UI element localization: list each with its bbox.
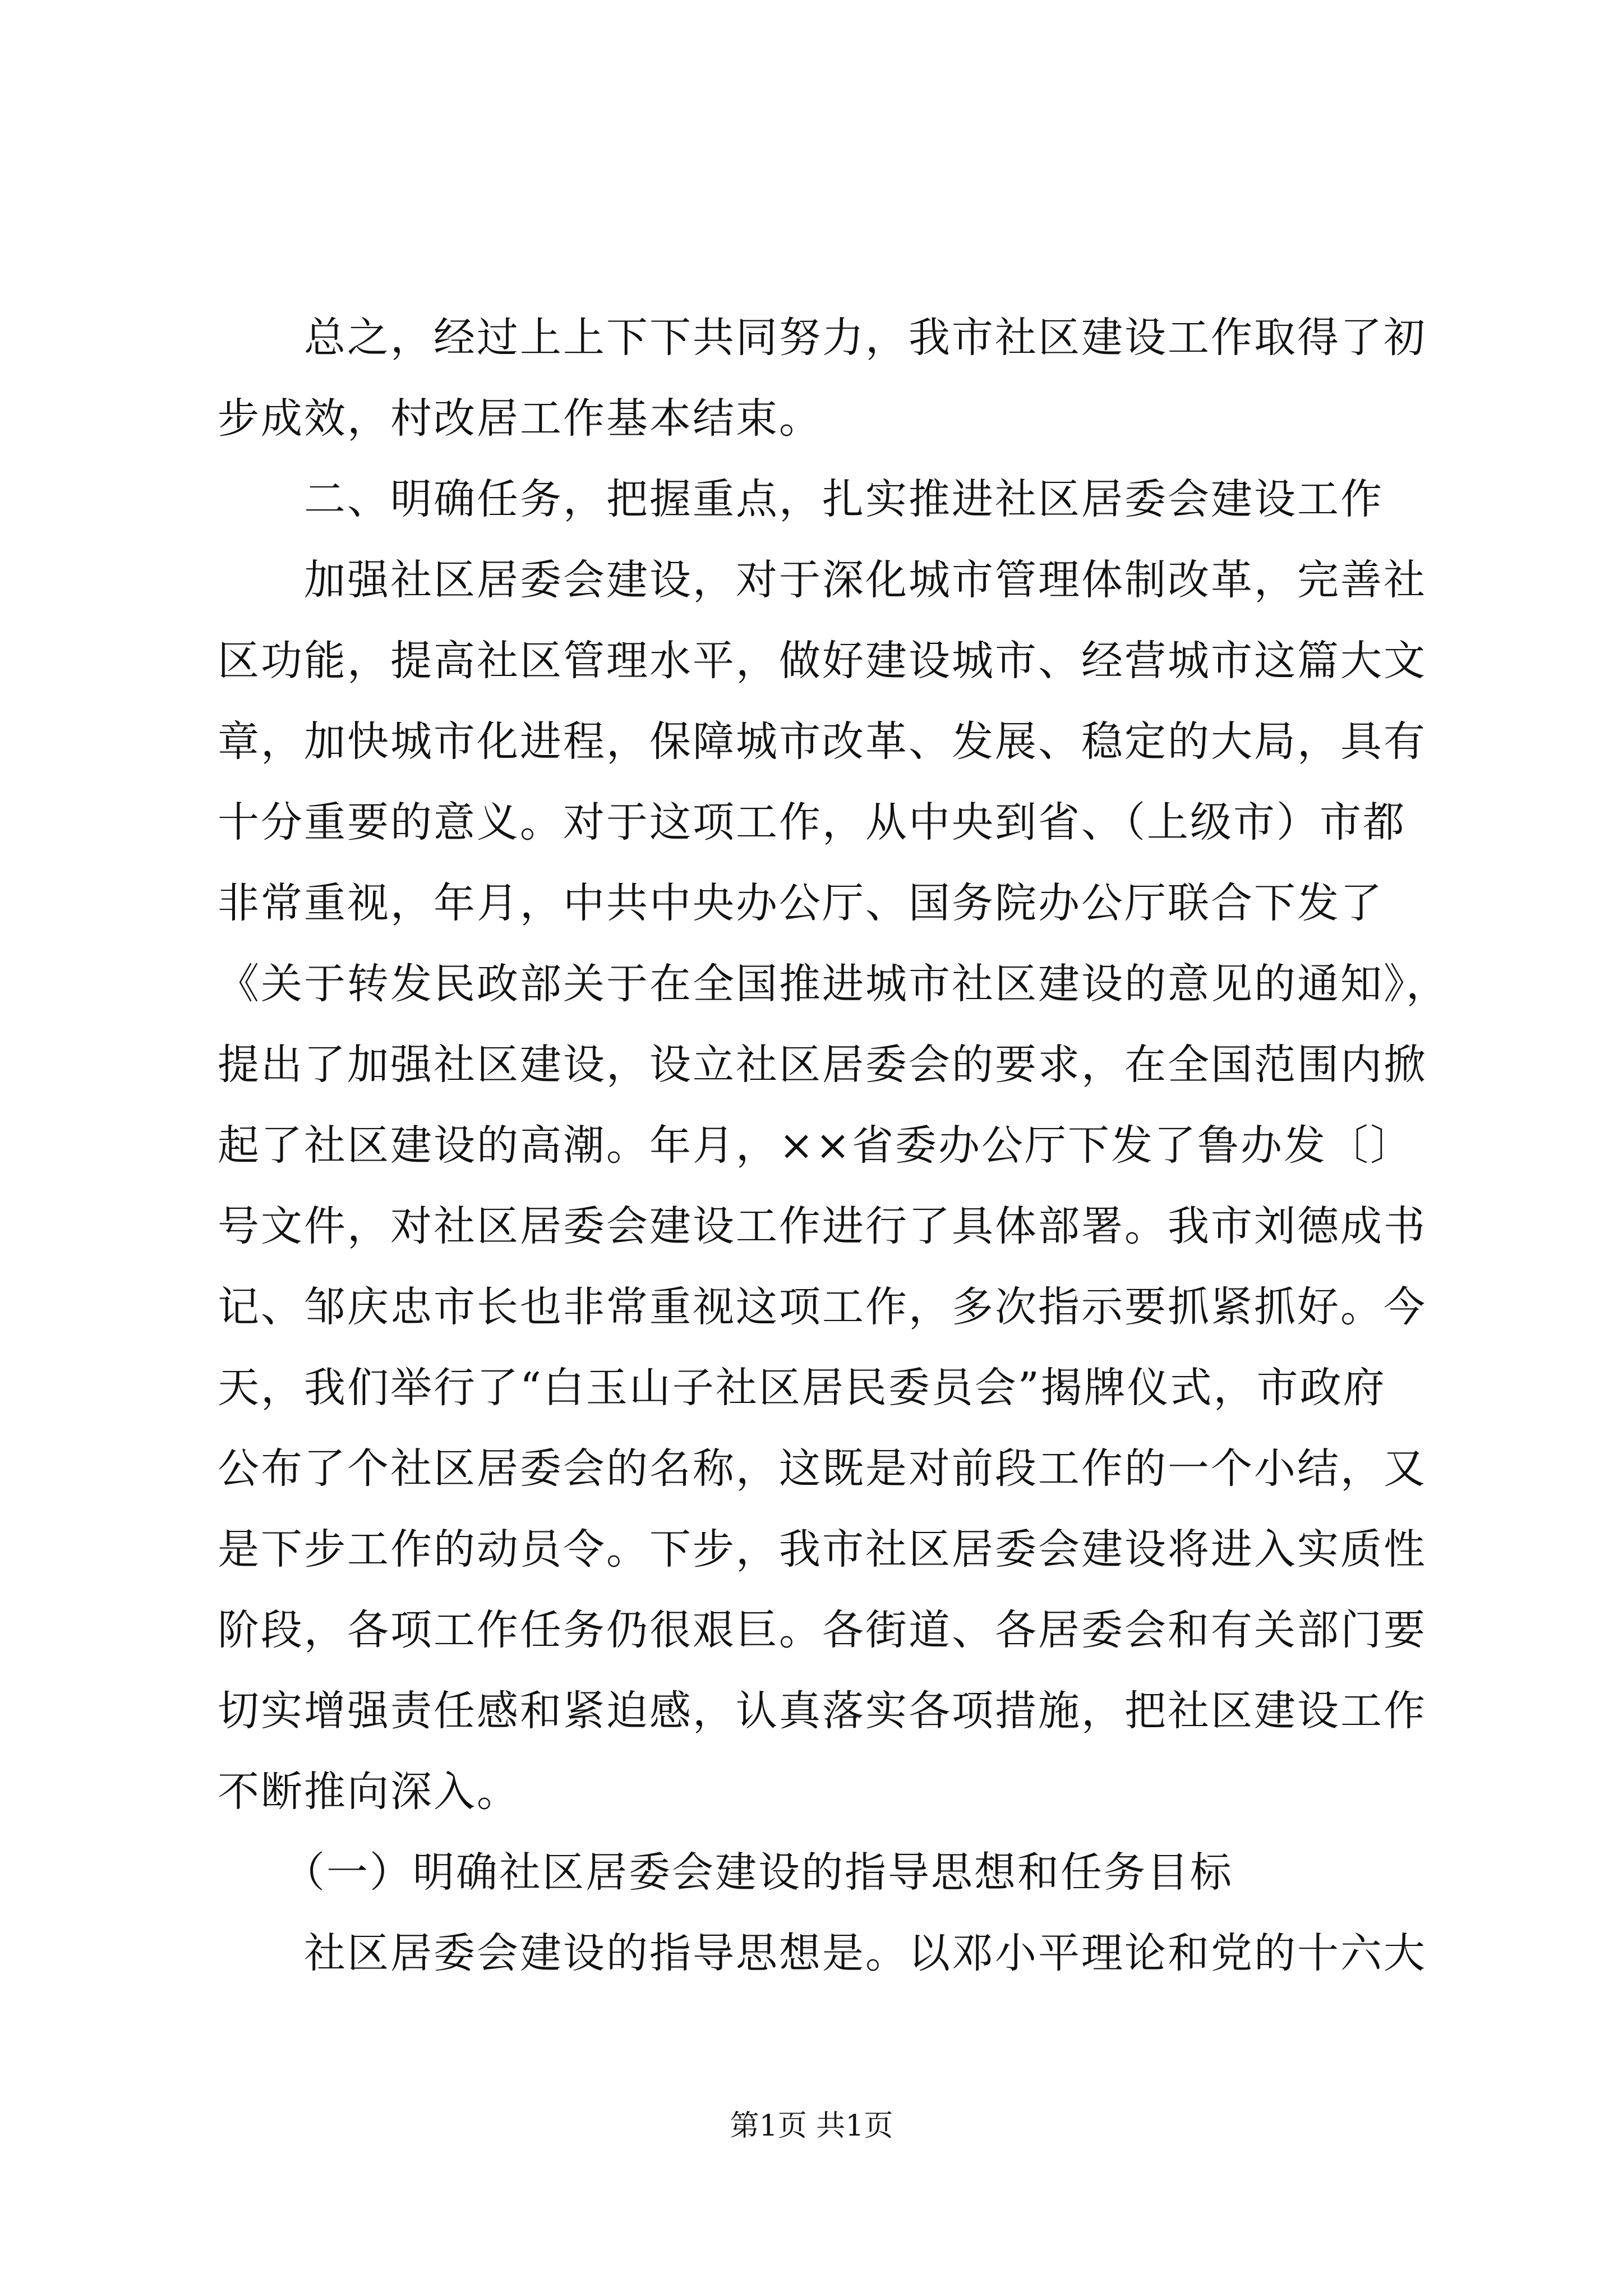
text-line: 天，我们举行了“白玉山子社区居民委员会”揭牌仪式，市政府 — [218, 1364, 1386, 1412]
text-line: 《关于转发民政部关于在全国推进城市社区建设的意见的通知》， — [218, 960, 1449, 1008]
section-heading: 二、明确任务，把握重点，扎实推进社区居委会建设工作 — [218, 475, 1384, 523]
text-line: 区功能，提高社区管理水平，做好建设城市、经营城市这篇大文 — [218, 637, 1427, 685]
text-line: 号文件，对社区居委会建设工作进行了具体部署。我市刘德成书 — [218, 1202, 1427, 1250]
text-line: 章，加快城市化进程，保障城市改革、发展、稳定的大局，具有 — [218, 717, 1427, 766]
text-line: 起了社区建设的高潮。年月，××省委办公厅下发了鲁办发〔〕 — [218, 1121, 1414, 1170]
text-line: 记、邹庆忠市长也非常重视这项工作，多次指示要抓紧抓好。今 — [218, 1283, 1427, 1331]
text-line: 切实增强责任感和紧迫感，认真落实各项措施，把社区建设工作 — [218, 1687, 1427, 1735]
subsection-heading: （一）明确社区居委会建设的指导思想和任务目标 — [218, 1848, 1233, 1897]
text-line: 十分重要的意义。对于这项工作，从中央到省、（上级市）市都 — [218, 798, 1406, 846]
page-footer: 第1页 共1页 — [730, 2109, 893, 2143]
text-line: 社区居委会建设的指导思想是。以邓小平理论和党的十六大 — [218, 1929, 1427, 1977]
text-line: 是下步工作的动员令。下步，我市社区居委会建设将进入实质性 — [218, 1525, 1427, 1573]
text-line: 阶段，各项工作任务仍很艰巨。各街道、各居委会和有关部门要 — [218, 1606, 1427, 1654]
text-line: 非常重视，年月，中共中央办公厅、国务院办公厅联合下发了 — [218, 879, 1384, 927]
text-line: 提出了加强社区建设，设立社区居委会的要求，在全国范围内掀 — [218, 1041, 1427, 1089]
text-line: 加强社区居委会建设，对于深化城市管理体制改革，完善社 — [218, 556, 1427, 604]
document-body — [218, 297, 1449, 1994]
text-line: 总之，经过上上下下共同努力，我市社区建设工作取得了初 — [218, 314, 1427, 362]
text-line: 公布了个社区居委会的名称，这既是对前段工作的一个小结，又 — [218, 1444, 1427, 1493]
text-line: 步成效，村改居工作基本结束。 — [218, 394, 822, 443]
text-line: 不断推向深入。 — [218, 1768, 520, 1816]
